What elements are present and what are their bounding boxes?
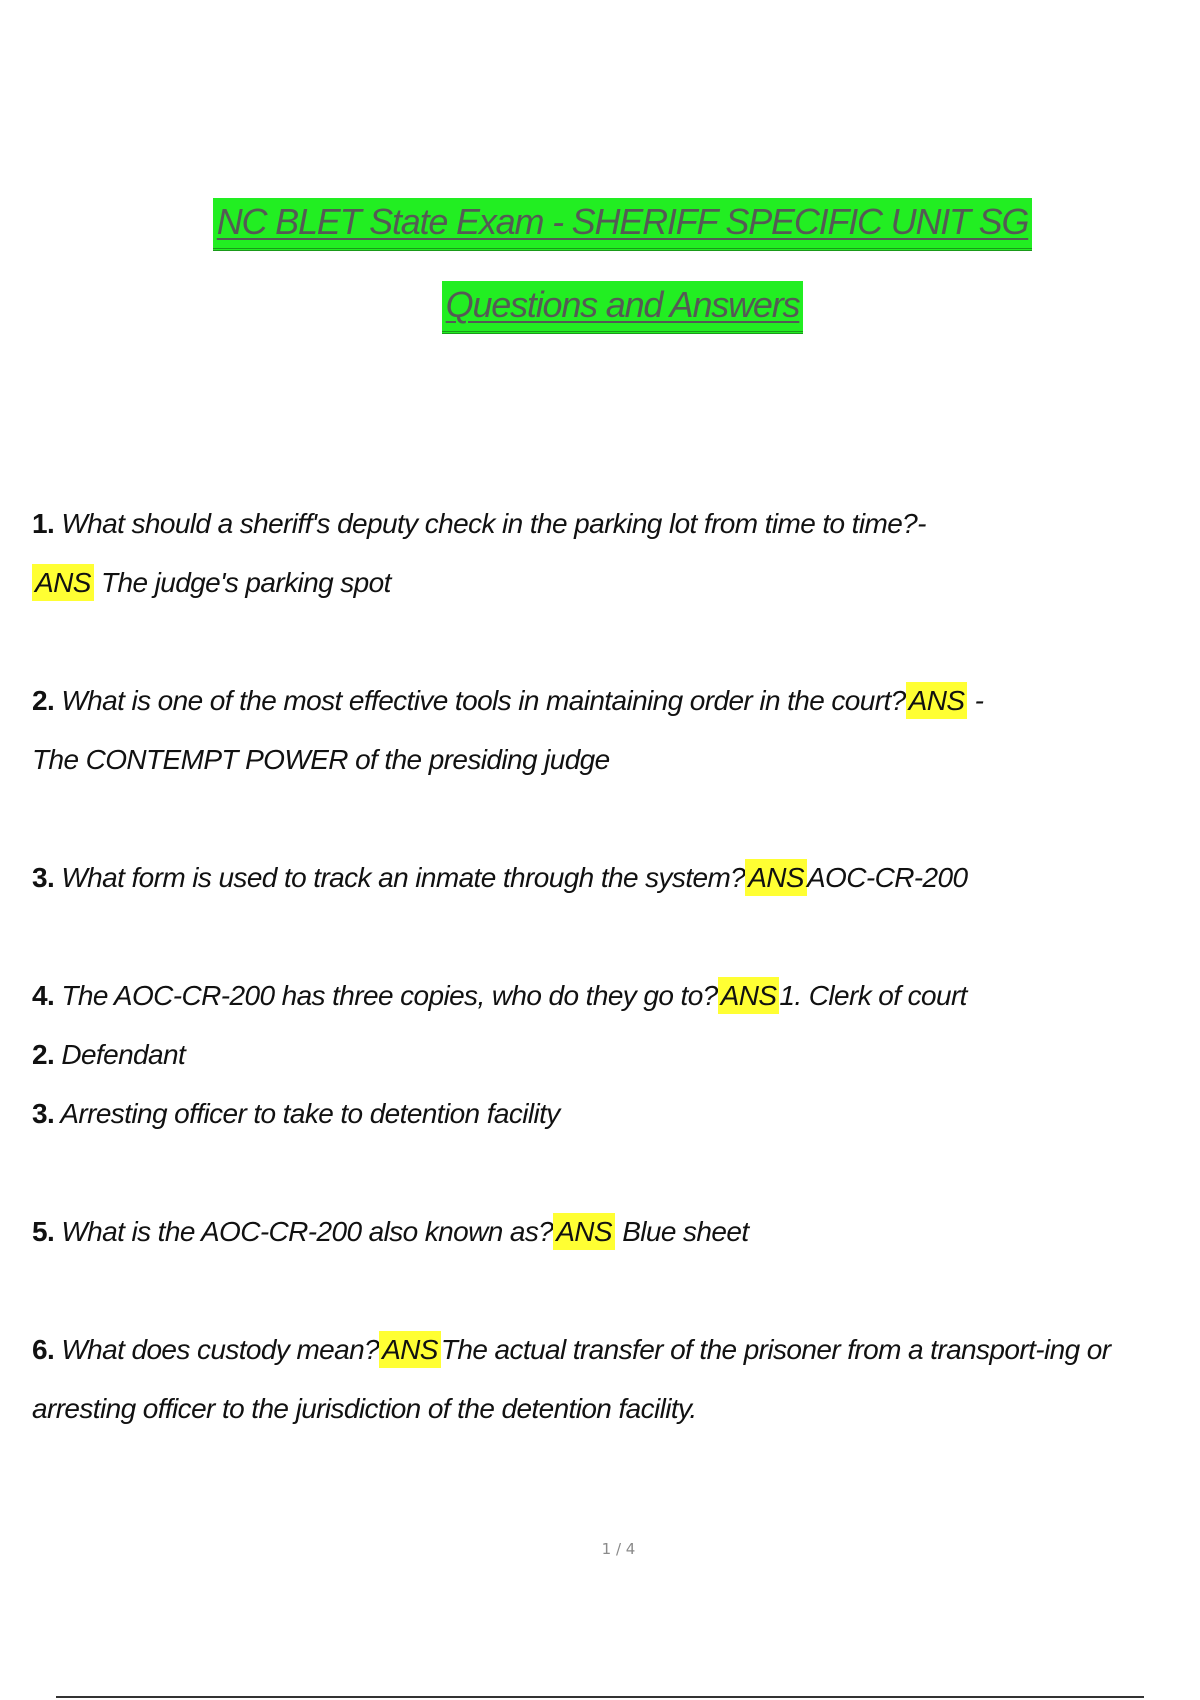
question-number: 5. — [32, 1216, 55, 1247]
qa-item-3 — [32, 848, 1182, 907]
question-line — [32, 848, 1182, 907]
question-text: What should a sheriff's deputy check in the parking lot from time to time?- — [61, 508, 926, 539]
title-line-2: Questions and Answers — [442, 281, 804, 334]
qa-item-1 — [32, 494, 1182, 612]
ans-label: ANS — [379, 1331, 441, 1368]
ans-label: ANS — [32, 564, 94, 601]
question-number: 1. — [32, 508, 55, 539]
question-line — [32, 671, 1182, 730]
answer-text: The judge's parking spot — [100, 567, 391, 598]
answer-text: arresting officer to the jurisdiction of the detention facility. — [32, 1393, 697, 1424]
answer-text: The CONTEMPT POWER of the presiding judge — [32, 744, 610, 775]
answer-separator: - — [974, 685, 984, 716]
question-text: What is one of the most effective tools in maintaining order in the court? — [61, 685, 906, 716]
answer-line — [32, 1379, 1182, 1438]
answer-line — [32, 730, 1182, 789]
answer-line — [32, 1025, 1182, 1084]
qa-item-4 — [32, 966, 1182, 1143]
answer-text: The actual transfer of the prisoner from a transport-ing or — [440, 1334, 1111, 1365]
question-text: The AOC-CR-200 has three copies, who do they go to? — [61, 980, 718, 1011]
document-title — [0, 198, 1200, 334]
question-line — [32, 1202, 1182, 1261]
footer-divider — [56, 1696, 1144, 1698]
question-number: 6. — [32, 1334, 55, 1365]
ans-label: ANS — [745, 859, 807, 896]
question-line — [32, 1320, 1182, 1379]
qa-item-6 — [32, 1320, 1182, 1438]
answer-text: 1. Clerk of court — [779, 980, 967, 1011]
title-line-1: NC BLET State Exam - SHERIFF SPECIFIC UNIT SG — [213, 198, 1033, 251]
question-number: 2. — [32, 685, 55, 716]
question-text: What is the AOC-CR-200 also known as? — [61, 1216, 554, 1247]
qa-item-2 — [32, 671, 1182, 789]
answer-line — [32, 553, 1182, 612]
qa-item-5 — [32, 1202, 1182, 1261]
answer-text: AOC-CR-200 — [806, 862, 968, 893]
question-number: 4. — [32, 980, 55, 1011]
ans-label: ANS — [553, 1213, 615, 1250]
ans-label: ANS — [718, 977, 780, 1014]
answer-text: Arresting officer to take to detention facility — [60, 1098, 560, 1129]
question-line — [32, 966, 1182, 1025]
answer-text: Blue sheet — [622, 1216, 749, 1247]
question-text: What form is used to track an inmate through the system? — [61, 862, 746, 893]
answer-number: 3. — [32, 1098, 55, 1129]
answer-number: 2. — [32, 1039, 55, 1070]
ans-label: ANS — [906, 682, 968, 719]
answer-text: Defendant — [61, 1039, 186, 1070]
question-line — [32, 494, 1182, 553]
page-number: 1 / 4 — [601, 1540, 636, 1558]
answer-line — [32, 1084, 1182, 1143]
question-text: What does custody mean? — [61, 1334, 380, 1365]
question-number: 3. — [32, 862, 55, 893]
